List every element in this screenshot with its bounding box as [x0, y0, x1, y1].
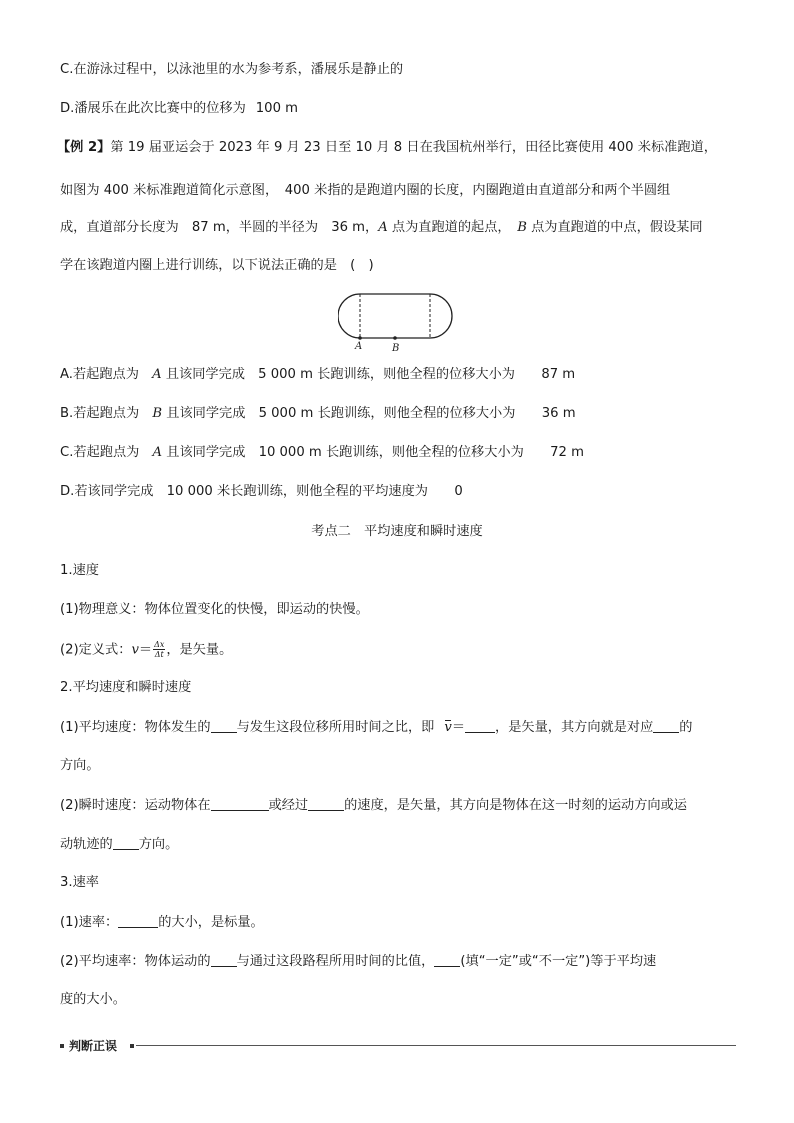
opt-a-1: A.若起跑点为: [60, 367, 153, 382]
option-d-prev: [60, 100, 298, 118]
opt-b-point: B: [152, 406, 163, 421]
opt-b-1: B.若起跑点为: [60, 406, 153, 421]
square-bullet-icon: [60, 1044, 64, 1048]
option-c-prev: C.在游泳过程中，以泳池里的水为参考系，潘展乐是静止的: [60, 62, 404, 77]
track-diagram: [338, 291, 454, 353]
velocity-symbol: v: [131, 642, 139, 658]
avg-velocity-c: ，是矢量，其方向就是对应: [495, 720, 654, 735]
judge-section-bar: [60, 1038, 736, 1054]
opt-a-point: A: [152, 367, 162, 382]
example2-line4: 学在该跑道内圈上进行训练，以下说法正确的是 ( ): [60, 258, 374, 273]
point-b-dot: [393, 336, 397, 340]
fraction-numerator: Δx: [154, 640, 165, 649]
point-a-dot: [358, 336, 362, 340]
inst-velocity-cont: [60, 835, 178, 854]
option-d-prev-value: 100 m: [255, 101, 299, 116]
point-b-ref: B: [517, 220, 527, 235]
avg-speed-rate-c: (填“一定”或“不一定”)等于平均速: [460, 954, 657, 969]
velocity-fraction: [153, 640, 165, 659]
avg-equals: ＝: [451, 720, 466, 735]
equals-sign: ＝: [138, 642, 153, 658]
inst-velocity-c: 的速度，是矢量，其方向是物体在这一时刻的运动方向或运: [344, 798, 687, 813]
blank-1[interactable]: [211, 718, 237, 733]
example2-option-d: D.若该同学完成 10 000 米长跑训练，则他全程的平均速度为 0: [60, 484, 463, 499]
avg-speed-rate-a: (2)平均速率：物体运动的: [60, 954, 211, 969]
example2-line1-text: 第 19 届亚运会于 2023 年 9 月 23 日至 10 月 8 日在我国杭州举行，田径比赛使用 400 米标准跑道，: [110, 140, 717, 155]
square-bullet-icon: [130, 1044, 134, 1048]
definition-label: (2)定义式：: [60, 642, 132, 658]
judge-section-label: 判断正误: [69, 1039, 118, 1053]
avg-velocity: [60, 718, 692, 737]
blank-4[interactable]: [211, 796, 269, 811]
speed-rate-b: 的大小，是标量。: [158, 915, 264, 930]
avg-speed-rate-cont: 度的大小。: [60, 992, 126, 1007]
example2-line2: 如图为 400 米标准跑道简化示意图， 400 米指的是跑道内圈的长度，内圈跑道由直道部分和两个半圆组: [60, 183, 671, 198]
opt-c-1: C.若起跑点为: [60, 445, 153, 460]
definition: [60, 640, 232, 660]
example2-line3-c: 点为直跑道的中点，假设某同: [526, 220, 703, 235]
inst-velocity: [60, 796, 687, 815]
opt-b-2: 且该同学完成 5 000 m 长跑训练，则他全程的位移大小为 36 m: [162, 406, 576, 421]
option-d-prev-text: D.潘展乐在此次比赛中的位移为: [60, 101, 246, 116]
label-b: B: [392, 343, 400, 353]
example2-option-c: [60, 444, 584, 462]
section-rule: [136, 1045, 736, 1046]
example2-line1: [57, 139, 717, 157]
avg-velocity-symbol: v: [444, 720, 452, 735]
avg-velocity-b: 与发生这段位移所用时间之比，即: [236, 720, 435, 735]
heading-avg-inst: 2.平均速度和瞬时速度: [60, 680, 192, 695]
physical-meaning: (1)物理意义：物体位置变化的快慢，即运动的快慢。: [60, 602, 369, 617]
example2-option-a: [60, 366, 575, 384]
definition-suffix: ，是矢量。: [166, 642, 233, 658]
fraction-denominator: Δt: [154, 650, 164, 659]
inst-velocity-b: 或经过: [268, 798, 309, 813]
heading-speed: 1.速度: [60, 563, 99, 578]
inst-velocity-e: 方向。: [138, 837, 179, 852]
label-a: A: [355, 341, 363, 352]
inst-velocity-a: (2)瞬时速度：运动物体在: [60, 798, 211, 813]
example2-option-b: [60, 405, 576, 423]
heading-speed-rate: 3.速率: [60, 875, 99, 890]
blank-7[interactable]: [118, 913, 158, 928]
speed-rate: [60, 913, 264, 932]
example2-tag: 【例 2】: [57, 140, 111, 155]
avg-speed-rate: [60, 952, 656, 971]
example2-line3-b: 点为直跑道的起点，: [387, 220, 518, 235]
avg-speed-rate-b: 与通过这段路程所用时间的比值，: [236, 954, 435, 969]
opt-c-point: A: [152, 445, 163, 460]
blank-3[interactable]: [653, 718, 679, 733]
section-title: 考点二 平均速度和瞬时速度: [311, 524, 483, 539]
blank-2[interactable]: [465, 718, 495, 733]
point-a-ref: A: [378, 220, 388, 235]
avg-velocity-d: 的: [679, 720, 693, 735]
speed-rate-a: (1)速率：: [60, 915, 119, 930]
blank-8[interactable]: [211, 952, 237, 967]
blank-9[interactable]: [434, 952, 460, 967]
example2-line3: [60, 219, 703, 237]
example2-line3-a: 成，直道部分长度为 87 m，半圆的半径为 36 m，: [60, 220, 379, 235]
blank-6[interactable]: [113, 835, 139, 850]
blank-5[interactable]: [308, 796, 344, 811]
avg-velocity-cont: 方向。: [60, 758, 100, 773]
inst-velocity-d: 动轨迹的: [60, 837, 113, 852]
opt-c-2: 且该同学完成 10 000 m 长跑训练，则他全程的位移大小为 72 m: [162, 445, 584, 460]
avg-velocity-a: (1)平均速度：物体发生的: [60, 720, 211, 735]
track-outline: [338, 294, 452, 338]
opt-a-2: 且该同学完成 5 000 m 长跑训练，则他全程的位移大小为 87 m: [161, 367, 576, 382]
